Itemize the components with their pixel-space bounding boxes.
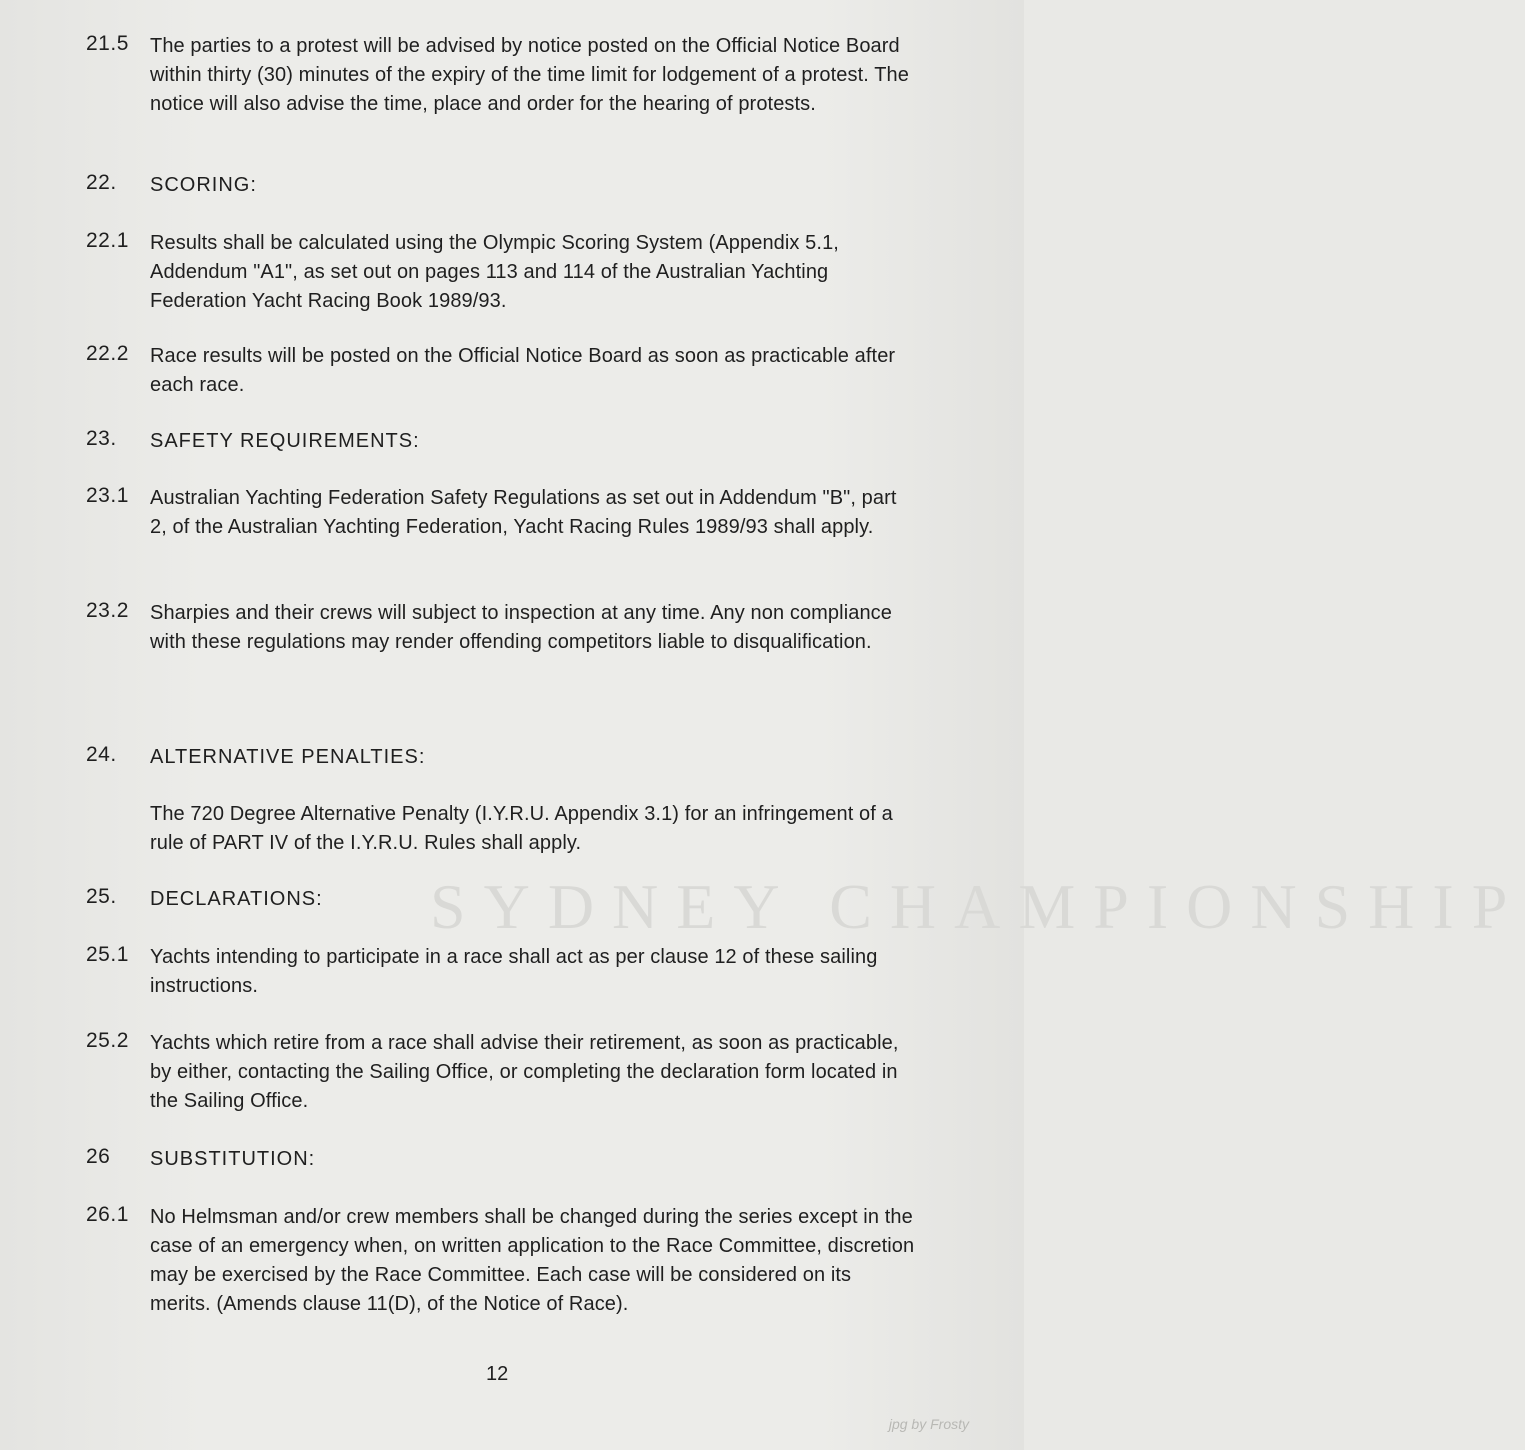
clause-23-2 — [86, 599, 916, 657]
clause-text: Results shall be calculated using the Olympic Scoring System (Appendix 5.1, Addendum "A1", as set out on pages 113 and 114 of the Australian Yachting Federation Yacht Racing Book 1989/93. — [150, 232, 839, 312]
section-26-heading — [86, 1145, 916, 1174]
clause-number: 22.2 — [86, 342, 129, 365]
clause-number: 23.2 — [86, 599, 129, 622]
clause-number: 26.1 — [86, 1203, 129, 1226]
section-number: 23. — [86, 427, 117, 450]
clause-text: Yachts which retire from a race shall advise their retirement, as soon as practicable, by either, contacting the Sailing Office, or completing the declaration form located in the Sailing Office. — [150, 1032, 899, 1112]
section-24-heading — [86, 743, 916, 772]
clause-text: Sharpies and their crews will subject to inspection at any time. Any non compliance with these regulations may render offending competitors liable to disqualification. — [150, 602, 893, 653]
bleed-through-watermark: SYDNEY CHAMPIONSHIP — [430, 871, 1525, 942]
clause-text: Race results will be posted on the Official Notice Board as soon as practicable after each race. — [150, 345, 896, 396]
section-title: SUBSTITUTION: — [150, 1148, 316, 1170]
clause-text: Yachts intending to participate in a race shall act as per clause 12 of these sailing instructions. — [150, 946, 878, 997]
clause-22-1 — [86, 229, 916, 316]
clause-23-1 — [86, 484, 916, 542]
image-credit: jpg by Frosty — [888, 1416, 969, 1432]
clause-26-1 — [86, 1203, 916, 1319]
section-number: 26 — [86, 1145, 111, 1168]
clause-number: 21.5 — [86, 32, 129, 55]
clause-22-2 — [86, 342, 916, 400]
section-22-heading — [86, 171, 916, 200]
section-23-heading — [86, 427, 916, 456]
page-number: 12 — [486, 1363, 509, 1385]
clause-text: The parties to a protest will be advised by notice posted on the Official Notice Board within thirty (30) minutes of the expiry of the time limit for lodgement of a protest. The notice will also advise the time, place and order for the hearing of protests. — [150, 35, 909, 115]
clause-number: 22.1 — [86, 229, 129, 252]
section-title: ALTERNATIVE PENALTIES: — [150, 746, 426, 768]
section-title: SCORING: — [150, 174, 257, 196]
section-number: 25. — [86, 885, 117, 908]
clause-text: Australian Yachting Federation Safety Regulations as set out in Addendum "B", part 2, of the Australian Yachting Federation, Yacht Racing Rules 1989/93 shall apply. — [150, 487, 897, 538]
clause-21-5 — [86, 32, 916, 119]
section-24-body — [86, 800, 916, 858]
clause-25-2 — [86, 1029, 916, 1116]
clause-number: 25.1 — [86, 943, 129, 966]
clause-text: The 720 Degree Alternative Penalty (I.Y.R.U. Appendix 3.1) for an infringement of a rule of PART IV of the I.Y.R.U. Rules shall apply. — [150, 803, 893, 854]
clause-text: No Helmsman and/or crew members shall be changed during the series except in the case of an emergency when, on written application to the Race Committee, discretion may be exercised by the Race Committee. Each case will be considered on its merits. (Amends clause 11(D), of the Notice of Race). — [150, 1206, 915, 1315]
section-number: 24. — [86, 743, 117, 766]
clause-number: 25.2 — [86, 1029, 129, 1052]
section-title: DECLARATIONS: — [150, 888, 323, 910]
section-number: 22. — [86, 171, 117, 194]
section-title: SAFETY REQUIREMENTS: — [150, 430, 420, 452]
clause-25-1 — [86, 943, 916, 1001]
clause-number: 23.1 — [86, 484, 129, 507]
section-25-heading — [86, 885, 916, 914]
